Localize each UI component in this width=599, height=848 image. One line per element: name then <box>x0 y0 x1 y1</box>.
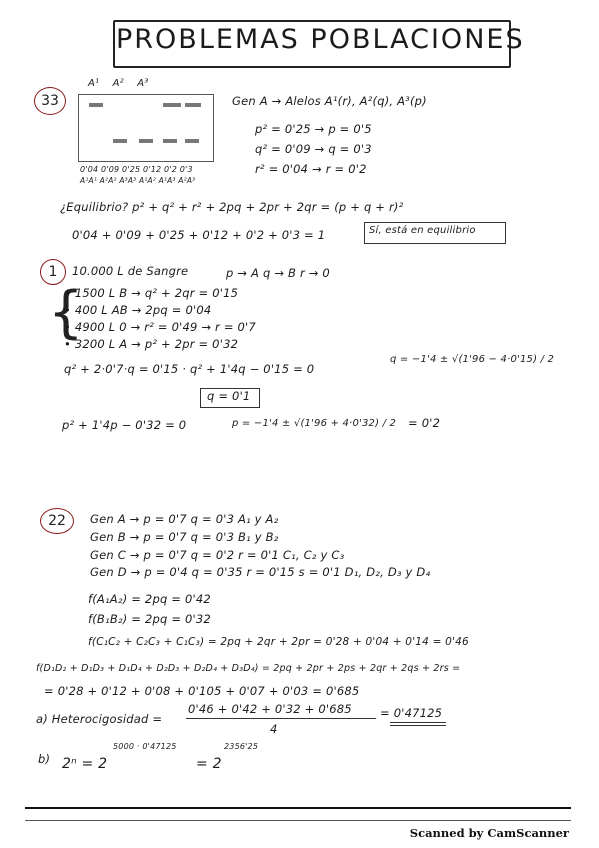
part-a-label: a) Heterocigosidad = <box>36 712 163 726</box>
blood-intro: 10.000 L de Sangre <box>72 264 189 278</box>
footer-rule <box>25 807 571 809</box>
gen-a: Gen A → p = 0'7 q = 0'3 A₁ y A₂ <box>90 512 279 526</box>
blood-ab: • 400 L AB → 2pq = 0'04 <box>64 303 212 317</box>
gel-freqs: 0'04 0'09 0'25 0'12 0'2 0'3 <box>80 165 193 174</box>
part-b-exponent2: 2356'25 <box>224 742 259 751</box>
freq-b: f(B₁B₂) = 2pq = 0'32 <box>88 612 211 626</box>
gel-band <box>163 139 177 143</box>
problem-22-number: 22 <box>40 508 74 534</box>
part-b-eq: 2ⁿ = 2 <box>62 756 108 772</box>
footer-rule <box>25 820 571 821</box>
part-a-numerator: 0'46 + 0'42 + 0'32 + 0'685 <box>188 702 352 716</box>
gen-a-alleles: Gen A → Alelos A¹(r), A²(q), A³(p) <box>232 94 427 108</box>
part-b-exponent: 5000 · 0'47125 <box>113 742 177 751</box>
part-b-eq2: = 2 <box>196 756 222 772</box>
freq-c: f(C₁C₂ + C₂C₃ + C₁C₃) = 2pq + 2qr + 2pr = 0'28 + 0'04 + 0'14 = 0'46 <box>88 636 469 648</box>
problem-1-number: 1 <box>40 259 66 285</box>
brace: { <box>48 280 84 345</box>
blood-b: • 1500 L B → q² + 2qr = 0'15 <box>64 286 239 300</box>
gel-band <box>139 139 153 143</box>
gel-genotypes: A¹A¹ A²A² A³A³ A¹A² A¹A³ A²A³ <box>80 176 196 185</box>
allele-mapping: p → A q → B r → 0 <box>226 266 330 280</box>
gel-band <box>89 103 103 107</box>
gel-band <box>163 103 181 107</box>
gel-lane-labels: A¹ A² A³ <box>88 78 149 89</box>
gen-c: Gen C → p = 0'7 q = 0'2 r = 0'1 C₁, C₂ y C₃ <box>90 548 345 562</box>
eq-q: q² = 0'09 → q = 0'3 <box>255 142 372 156</box>
quadratic-q-solution: q = −1'4 ± √(1'96 − 4·0'15) / 2 <box>390 354 555 365</box>
eq-r: r² = 0'04 → r = 0'2 <box>255 162 367 176</box>
equilibrium-question: ¿Equilibrio? p² + q² + r² + 2pq + 2pr + 2qr = (p + q + r)² <box>60 200 404 214</box>
quadratic-p: p² + 1'4p − 0'32 = 0 <box>62 418 187 432</box>
equilibrium-answer: Sí, está en equilibrio <box>369 225 476 236</box>
equilibrium-sum: 0'04 + 0'09 + 0'25 + 0'12 + 0'2 + 0'3 = 1 <box>72 228 326 242</box>
gen-d: Gen D → p = 0'4 q = 0'35 r = 0'15 s = 0'1 D₁, D₂, D₃ y D₄ <box>90 565 431 579</box>
quadratic-p-solution: p = −1'4 ± √(1'96 + 4·0'32) / 2 <box>232 418 397 429</box>
eq-p: p² = 0'25 → p = 0'5 <box>255 122 372 136</box>
freq-d: f(D₁D₂ + D₁D₃ + D₁D₄ + D₂D₃ + D₂D₄ + D₃D₄) = 2pq + 2pr + 2ps + 2qr + 2qs + 2rs = <box>36 663 461 674</box>
gel-band <box>185 103 201 107</box>
blood-a: • 3200 L A → p² + 2pr = 0'32 <box>64 337 239 351</box>
gen-b: Gen B → p = 0'7 q = 0'3 B₁ y B₂ <box>90 530 279 544</box>
freq-d-result: = 0'28 + 0'12 + 0'08 + 0'105 + 0'07 + 0'03 = 0'685 <box>44 684 360 698</box>
blood-0: • 4900 L 0 → r² = 0'49 → r = 0'7 <box>64 320 256 334</box>
result-underline <box>390 722 446 723</box>
part-a-denominator: 4 <box>270 722 278 736</box>
p-result: = 0'2 <box>408 416 441 430</box>
gel-band <box>185 139 199 143</box>
part-b-label: b) <box>38 752 51 766</box>
gel-band <box>113 139 127 143</box>
quadratic-q: q² + 2·0'7·q = 0'15 · q² + 1'4q − 0'15 = 0 <box>64 362 315 376</box>
part-a-result: = 0'47125 <box>380 706 443 720</box>
fraction-bar <box>186 718 376 719</box>
result-underline <box>390 725 446 726</box>
q-result: q = 0'1 <box>207 389 251 403</box>
scanner-footer: Scanned by CamScanner <box>409 826 569 840</box>
problem-33-number: 33 <box>34 87 66 115</box>
gel-diagram <box>78 94 214 162</box>
page-title: PROBLEMAS POBLACIONES <box>116 24 525 55</box>
freq-a: f(A₁A₂) = 2pq = 0'42 <box>88 592 211 606</box>
